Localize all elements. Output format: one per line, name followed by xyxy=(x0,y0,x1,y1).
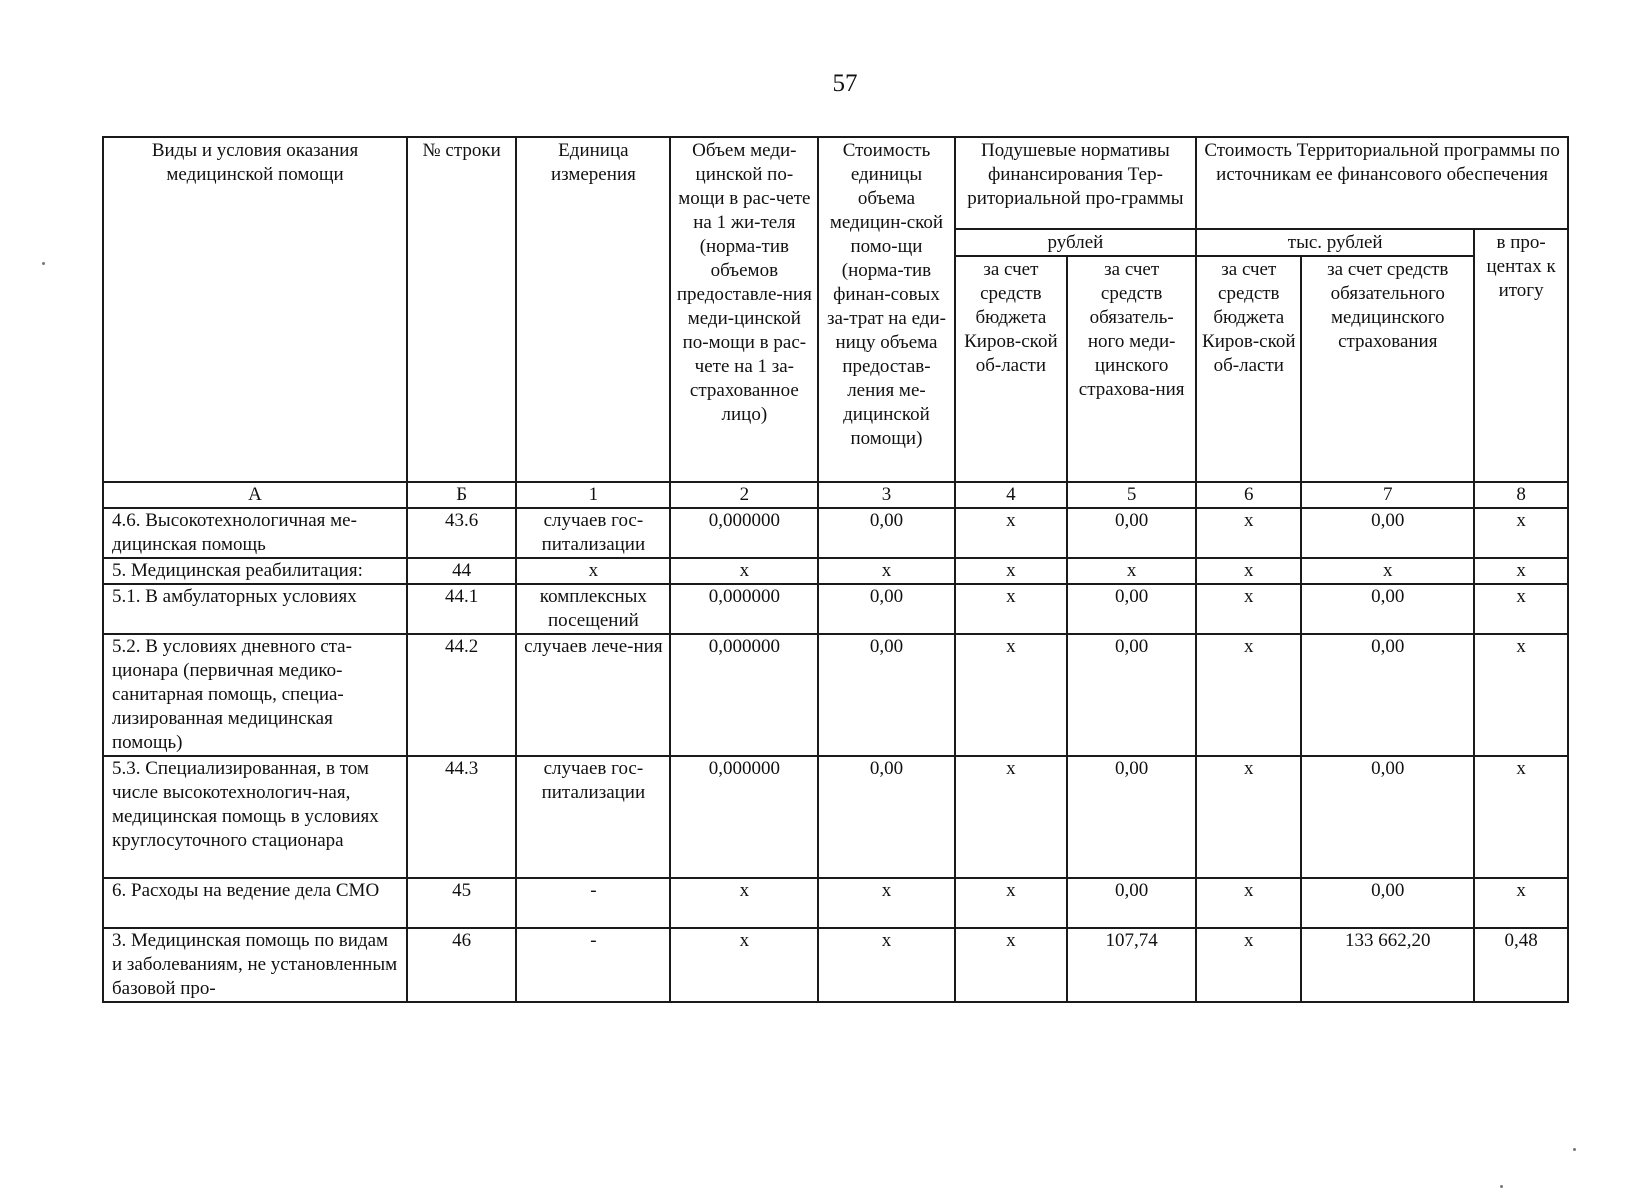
row-value: х xyxy=(955,558,1067,584)
row-value: 0,00 xyxy=(1067,508,1196,558)
financing-table xyxy=(102,136,1569,1003)
row-value: 0,00 xyxy=(1301,634,1474,756)
row-value: х xyxy=(1474,584,1568,634)
row-number: 44.3 xyxy=(407,756,516,878)
table-row xyxy=(103,558,1568,584)
header-kinds-conditions: Виды и условия оказания медицинской помощи xyxy=(103,137,407,482)
row-value: 0,000000 xyxy=(670,584,818,634)
index-cell: 7 xyxy=(1301,482,1474,508)
header-budget-rub: за счет средств бюджета Киров-ской об-ласти xyxy=(955,256,1067,482)
row-value: х xyxy=(670,878,818,928)
table-row xyxy=(103,508,1568,558)
row-value: х xyxy=(955,756,1067,878)
header-unit-cost: Стоимость единицы объема медицин-ской помо-щи (норма-тив финан-совых за-трат на еди-ницу объема предостав-ления ме-дицинской помощи) xyxy=(818,137,954,482)
row-value: х xyxy=(1474,558,1568,584)
row-value: 0,00 xyxy=(1301,584,1474,634)
row-value: х xyxy=(1196,584,1301,634)
row-label: 6. Расходы на ведение дела СМО xyxy=(103,878,407,928)
row-number: 46 xyxy=(407,928,516,1002)
row-value: 0,00 xyxy=(818,634,954,756)
scan-speck xyxy=(42,262,45,265)
row-value: х xyxy=(1067,558,1196,584)
row-value: х xyxy=(955,878,1067,928)
row-value: х xyxy=(1196,508,1301,558)
row-value: 0,48 xyxy=(1474,928,1568,1002)
row-number: 44 xyxy=(407,558,516,584)
row-unit: случаев лече-ния xyxy=(516,634,670,756)
row-value: 133 662,20 xyxy=(1301,928,1474,1002)
header-percent-of-total: в про-центах к итогу xyxy=(1474,229,1568,482)
table-header xyxy=(103,137,1568,482)
row-label: 5.2. В условиях дневного ста-ционара (первичная медико-санитарная помощь, специа-лизированная медицинская помощь) xyxy=(103,634,407,756)
index-cell: 5 xyxy=(1067,482,1196,508)
row-value: 0,00 xyxy=(1301,878,1474,928)
header-unit-thousand-rubles: тыс. рублей xyxy=(1196,229,1474,256)
header-per-capita-norms: Подушевые нормативы финансирования Тер-риториальной про-граммы xyxy=(955,137,1197,229)
row-value: х xyxy=(1474,756,1568,878)
row-number: 45 xyxy=(407,878,516,928)
header-program-cost: Стоимость Территориальной программы по источникам ее финансового обеспечения xyxy=(1196,137,1568,229)
row-value: х xyxy=(1196,878,1301,928)
page-number: 57 xyxy=(832,70,858,97)
row-unit: случаев гос-питализации xyxy=(516,508,670,558)
row-number: 44.1 xyxy=(407,584,516,634)
table-row xyxy=(103,878,1568,928)
row-number: 44.2 xyxy=(407,634,516,756)
row-value: х xyxy=(1196,634,1301,756)
table-row xyxy=(103,634,1568,756)
row-value: х xyxy=(818,928,954,1002)
row-unit: - xyxy=(516,928,670,1002)
header-row-number: № строки xyxy=(407,137,516,482)
row-value: 0,00 xyxy=(1067,584,1196,634)
header-volume-per-resident: Объем меди-цинской по-мощи в рас-чете на 1 жи-теля (норма-тив объемов предоставле-ния меди-цинской по-мощи в рас-чете на 1 за-страхованное лицо) xyxy=(670,137,818,482)
row-label: 5.1. В амбулаторных условиях xyxy=(103,584,407,634)
row-value: х xyxy=(955,584,1067,634)
row-label: 5. Медицинская реабилитация: xyxy=(103,558,407,584)
row-unit: комплексных посещений xyxy=(516,584,670,634)
table-row xyxy=(103,584,1568,634)
row-value: х xyxy=(1196,756,1301,878)
row-unit: - xyxy=(516,878,670,928)
header-oms-rub: за счет средств обязатель-ного меди-цинского страхова-ния xyxy=(1067,256,1196,482)
row-value: 0,00 xyxy=(1067,634,1196,756)
table-body xyxy=(103,482,1568,1002)
row-value: 0,000000 xyxy=(670,756,818,878)
row-value: х xyxy=(818,558,954,584)
row-label: 3. Медицинская помощь по видам и заболеваниям, не установленным базовой про- xyxy=(103,928,407,1002)
row-number: 43.6 xyxy=(407,508,516,558)
scan-speck xyxy=(1500,1185,1503,1188)
row-unit: случаев гос-питализации xyxy=(516,756,670,878)
row-value: 0,00 xyxy=(1301,508,1474,558)
row-value: х xyxy=(955,634,1067,756)
header-unit: Единица измерения xyxy=(516,137,670,482)
row-value: 0,00 xyxy=(1067,756,1196,878)
row-value: 0,000000 xyxy=(670,634,818,756)
row-value: 0,00 xyxy=(818,508,954,558)
row-value: 0,00 xyxy=(818,584,954,634)
row-value: 0,00 xyxy=(1301,756,1474,878)
row-value: 0,00 xyxy=(1067,878,1196,928)
row-value: х xyxy=(955,508,1067,558)
header-unit-rubles: рублей xyxy=(955,229,1197,256)
row-value: х xyxy=(1474,878,1568,928)
row-value: 107,74 xyxy=(1067,928,1196,1002)
row-label: 5.3. Специализированная, в том числе высокотехнологич-ная, медицинская помощь в условиях круглосуточного стационара xyxy=(103,756,407,878)
row-value: х xyxy=(1196,928,1301,1002)
index-cell: 4 xyxy=(955,482,1067,508)
row-value: х xyxy=(1474,634,1568,756)
table-row xyxy=(103,756,1568,878)
row-value: х xyxy=(1196,558,1301,584)
row-value: х xyxy=(1301,558,1474,584)
index-cell: 6 xyxy=(1196,482,1301,508)
table-row xyxy=(103,928,1568,1002)
column-index-row xyxy=(103,482,1568,508)
row-label: 4.6. Высокотехнологичная ме-дицинская помощь xyxy=(103,508,407,558)
row-value: х xyxy=(670,928,818,1002)
row-value: х xyxy=(955,928,1067,1002)
index-cell: А xyxy=(103,482,407,508)
index-cell: 8 xyxy=(1474,482,1568,508)
index-cell: Б xyxy=(407,482,516,508)
header-oms-thousand: за счет средств обязательного медицинского страхования xyxy=(1301,256,1474,482)
row-value: 0,000000 xyxy=(670,508,818,558)
index-cell: 2 xyxy=(670,482,818,508)
row-value: х xyxy=(670,558,818,584)
index-cell: 3 xyxy=(818,482,954,508)
row-value: х xyxy=(818,878,954,928)
row-value: х xyxy=(1474,508,1568,558)
row-unit: х xyxy=(516,558,670,584)
scan-speck xyxy=(1573,1148,1576,1151)
index-cell: 1 xyxy=(516,482,670,508)
row-value: 0,00 xyxy=(818,756,954,878)
header-budget-thousand: за счет средств бюджета Киров-ской об-ласти xyxy=(1196,256,1301,482)
